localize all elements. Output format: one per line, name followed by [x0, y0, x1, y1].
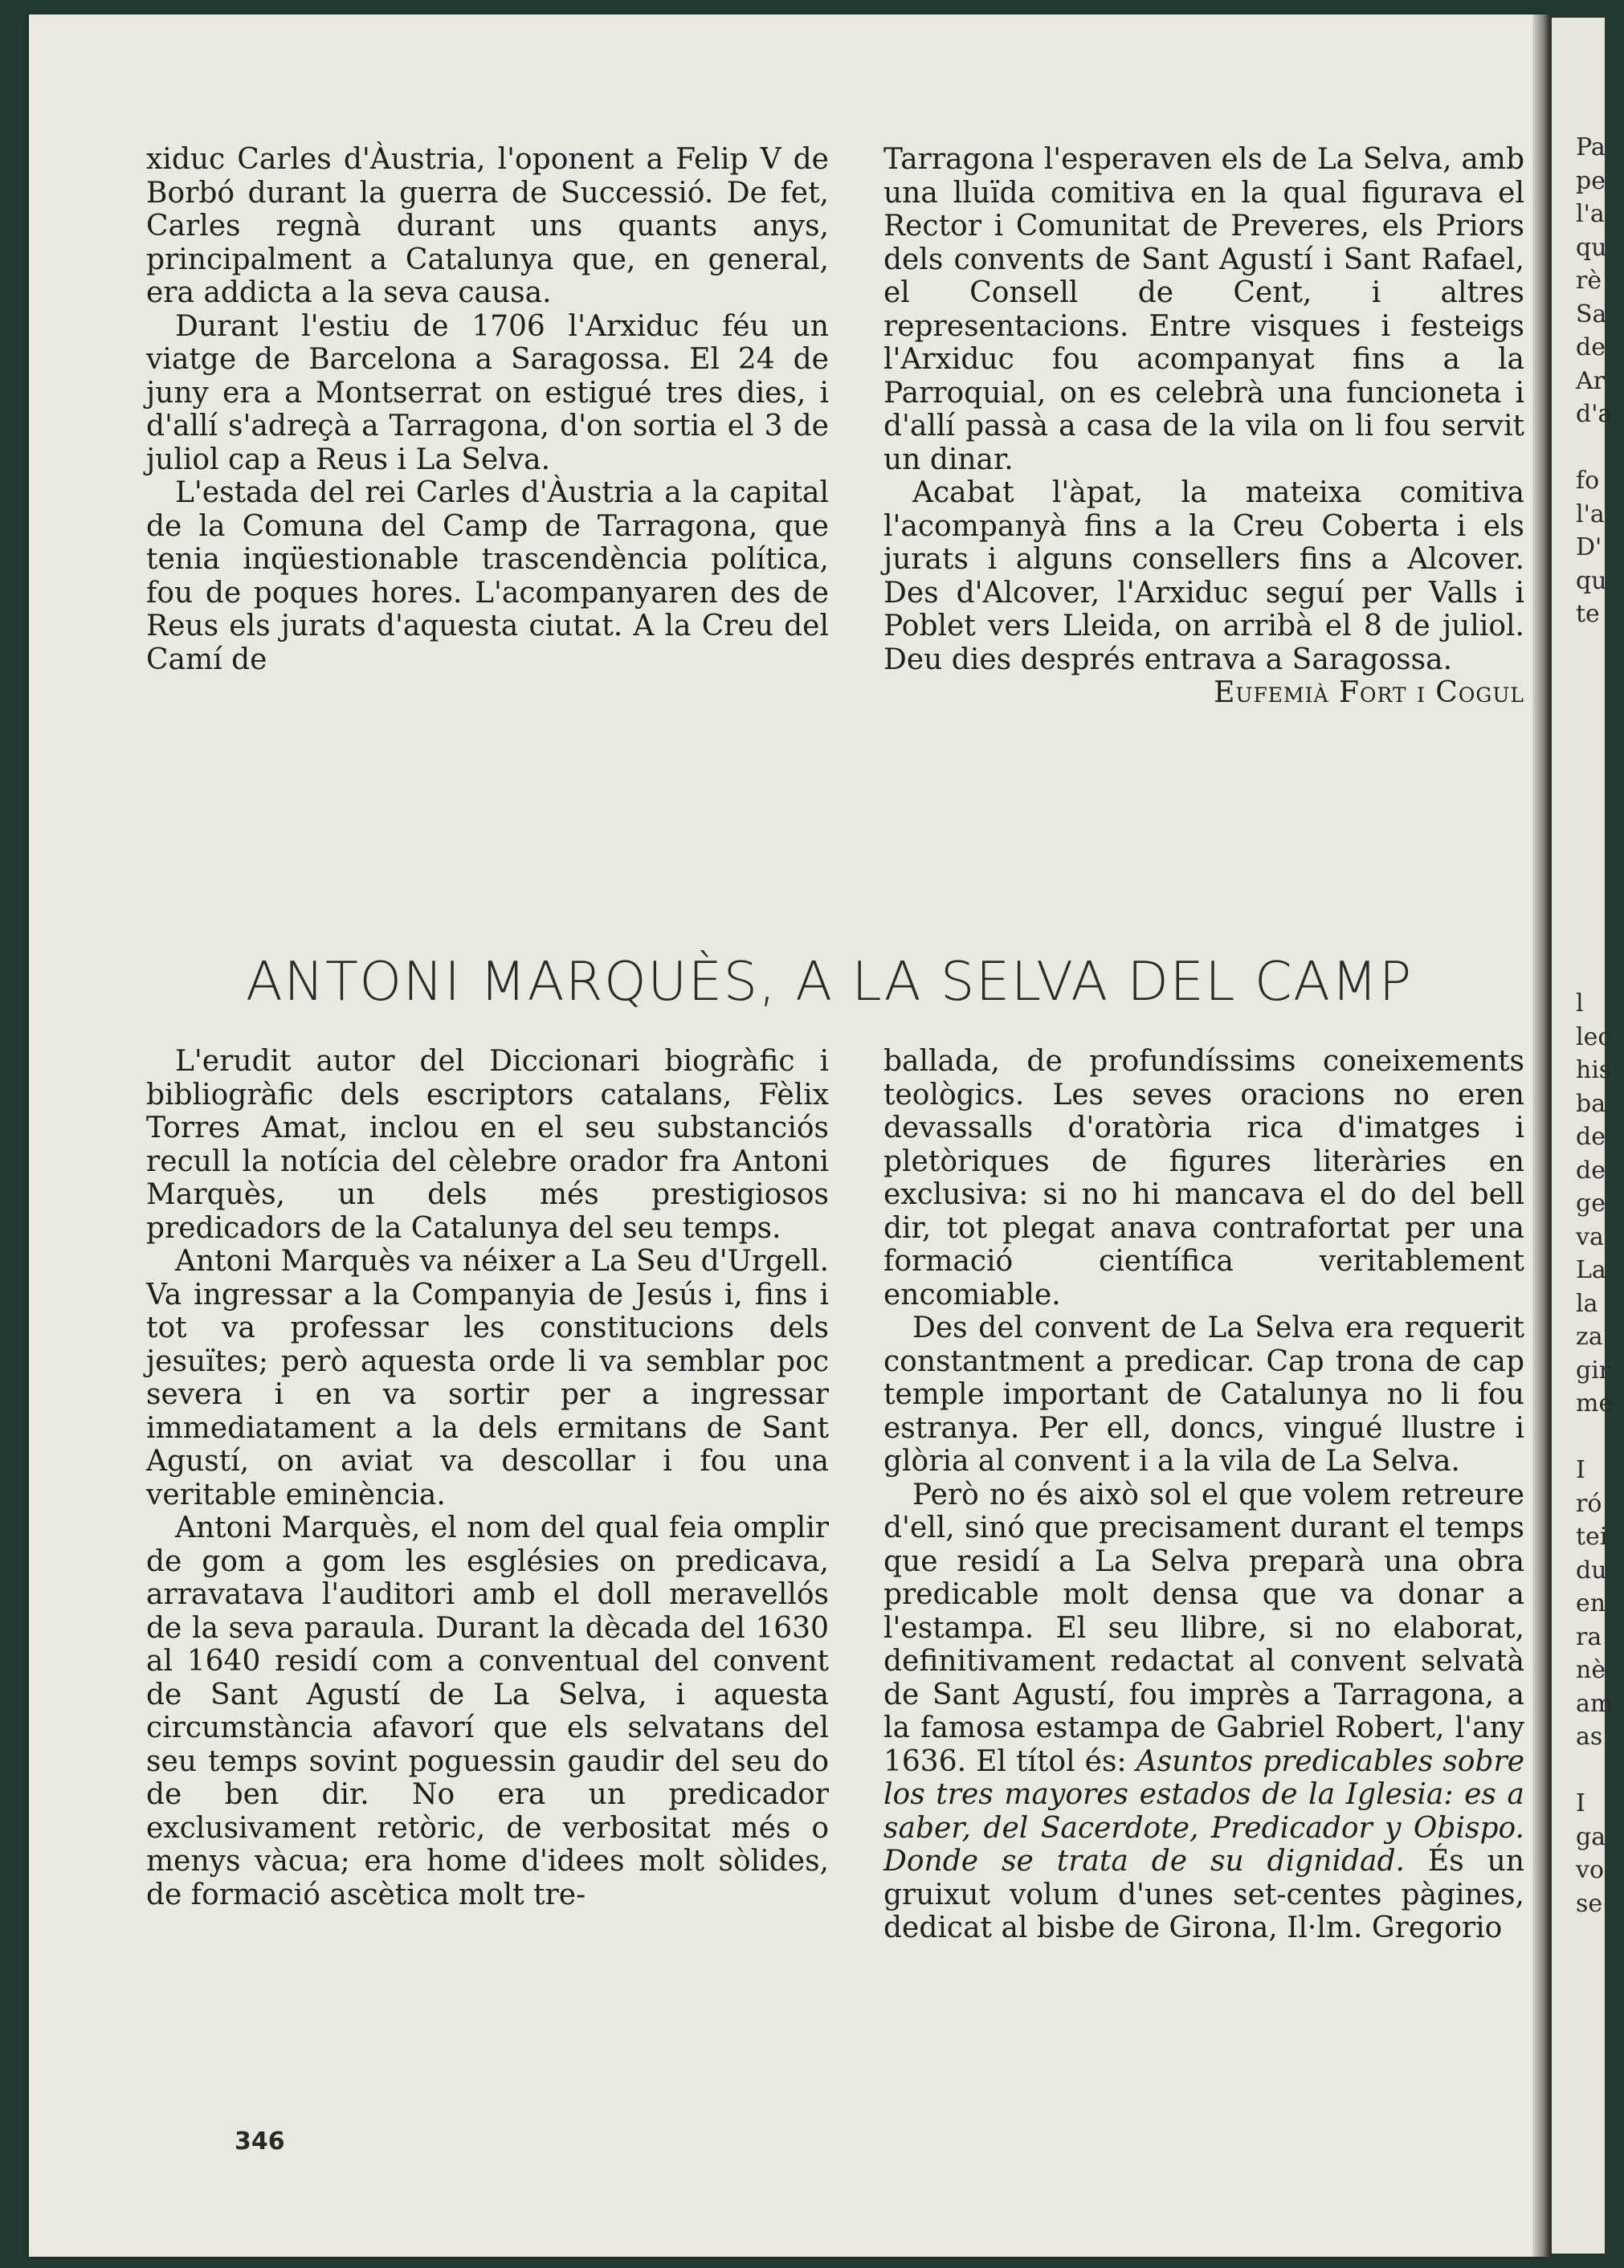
adjacent-page-fragment: du — [1576, 1556, 1607, 1585]
adjacent-page-fragment: ró — [1576, 1489, 1602, 1518]
adjacent-page-fragment: la — [1576, 1289, 1598, 1318]
bottom-left-column — [146, 1045, 829, 1911]
adjacent-page-fragment: Pa — [1576, 133, 1606, 161]
bottom-right-column — [883, 1045, 1524, 1945]
adjacent-page-fragment: gir — [1576, 1356, 1611, 1385]
adjacent-page-fragment: d'a — [1576, 400, 1613, 428]
adjacent-page-fragment: de — [1576, 1156, 1606, 1185]
adjacent-page-fragment: nè — [1576, 1656, 1606, 1684]
paragraph: Antoni Marquès va néixer a La Seu d'Urgell. Va ingressar a la Companyia de Jesús i, fins i tot va professar les constitucions dels jesuïtes; però aquesta orde li va semblar poc severa i en va sortir per a ingressar immediatament a la dels ermitans de Sant Agustí, on aviat va descollar i fou una veritable eminència. — [146, 1245, 829, 1511]
adjacent-page-fragment: Sa — [1576, 300, 1607, 328]
paragraph: Tarragona l'esperaven els de La Selva, amb una lluïda comitiva en la qual figurava el Rector i Comunitat de Preveres, els Priors dels convents de Sant Agustí i Sant Rafael, el Consell de Cent, i altres representacions. Entre visques i festeigs l'Arxiduc fou acompanyat fins a la Parroquial, on es celebrà una funcioneta i d'allí passà a casa de la vila on li fou servit un dinar. — [883, 143, 1524, 476]
adjacent-page-fragment: rè — [1576, 267, 1602, 295]
adjacent-page-fragment: lec — [1576, 1022, 1612, 1051]
paragraph: Des del convent de La Selva era requerit constantment a predicar. Cap trona de cap temple important de Catalunya no li fou estranya. Per ell, doncs, vingué llustre i glòria al convent i a la vila de La Selva. — [883, 1311, 1524, 1478]
paragraph: xiduc Carles d'Àustria, l'oponent a Felip V de Borbó durant la guerra de Successió. De fet, Carles regnà durant uns quants anys, principalment a Catalunya que, en general, era addicta a la seva causa. — [146, 143, 829, 309]
adjacent-page-fragment: tei — [1576, 1523, 1608, 1551]
paragraph-text: Però no és això sol el que volem retreure d'ell, sinó que precisament durant el temps que residí a La Selva preparà una obra predicable molt densa que va donar a l'estampa. El seu llibre, si no elaborat, definitivament redactat al convent selvatà de Sant Agustí, fou imprès a Tarragona, a la famosa estampa de Gabriel Robert, l'any 1636. El títol és: — [883, 1478, 1524, 1778]
adjacent-page-fragment: I — [1576, 1456, 1585, 1484]
adjacent-page-fragment: de — [1576, 1123, 1606, 1151]
adjacent-page-fragment: fo — [1576, 467, 1600, 495]
adjacent-page-fragment: as — [1576, 1723, 1603, 1751]
adjacent-page-fragment: va — [1576, 1222, 1604, 1251]
adjacent-page-fragment: ba — [1576, 1089, 1606, 1118]
adjacent-page-fragment: qu — [1576, 566, 1607, 595]
adjacent-page-fragment: I — [1576, 1789, 1585, 1817]
adjacent-page-fragment: en — [1576, 1589, 1606, 1617]
adjacent-page-fragment: am — [1576, 1689, 1614, 1718]
article-title: ANTONI MARQUÈS, A LA SELVA DEL CAMP — [246, 950, 1413, 1013]
adjacent-page-fragment: de — [1576, 333, 1606, 361]
paragraph: Antoni Marquès, el nom del qual feia omplir de gom a gom les esglésies on predicava, arravatava l'auditori amb el doll meravellós de la seva paraula. Durant la dècada del 1630 al 1640 residí com a conventual del convent de Sant Agustí de La Selva, i aquesta circumstància afavorí que els selvatans del seu temps sovint poguessin gaudir del seu do de ben dir. No era un predicador exclusivament retòric, de verbositat més o menys vàcua; era home d'idees molt sòlides, de formació ascètica molt tre- — [146, 1511, 829, 1911]
paragraph: L'erudit autor del Diccionari biogràfic i bibliogràfic dels escriptors catalans, Fèlix Torres Amat, inclou en el seu substanciós recull la notícia del cèlebre orador fra Antoni Marquès, un dels més prestigiosos predicadors de la Catalunya del seu temps. — [146, 1045, 829, 1245]
adjacent-page-fragment: D' — [1576, 533, 1602, 561]
adjacent-page-fragment: ga — [1576, 1822, 1606, 1851]
adjacent-page-fragment: l — [1576, 989, 1584, 1018]
page-number: 346 — [235, 2127, 285, 2156]
adjacent-page-fragment: pe — [1576, 166, 1606, 195]
top-left-column — [146, 143, 829, 676]
adjacent-page-fragment: za — [1576, 1323, 1603, 1351]
book-gutter — [1532, 14, 1550, 2257]
adjacent-page-fragment: La — [1576, 1256, 1606, 1284]
adjacent-page-fragment: l'a — [1576, 200, 1605, 228]
paragraph-text: És un gruixut volum d'unes set-centes pàgines, dedicat al bisbe de Girona, Il·lm. Gregorio — [883, 1845, 1524, 1944]
adjacent-page-edge — [1552, 18, 1614, 2254]
paragraph — [883, 1479, 1524, 1945]
adjacent-page-fragment: l'a — [1576, 500, 1605, 528]
adjacent-page-fragment: te — [1576, 600, 1600, 628]
adjacent-page-fragment: Ar — [1576, 366, 1606, 395]
paragraph: Acabat l'àpat, la mateixa comitiva l'acompanyà fins a la Creu Coberta i els jurats i alguns consellers fins a Alcover. Des d'Alcover, l'Arxiduc seguí per Valls i Poblet vers Lleida, on arribà el 8 de juliol. Deu dies després entrava a Saragossa. — [883, 476, 1524, 676]
paragraph: ballada, de profundíssims coneixements teològics. Les seves oracions no eren devassalls d'oratòria rica d'imatges i pletòriques de figures literàries en exclusiva: si no hi mancava el do del bell dir, tot plegat anava contrafortat per una formació científica veritablement encomiable. — [883, 1045, 1524, 1311]
author-signature: Eufemià Fort i Cogul — [1214, 676, 1524, 709]
adjacent-page-fragment: his — [1576, 1056, 1612, 1084]
book-title: Asuntos predicables sobre los tres mayores estados de la Iglesia: es a saber, del Sacerdote, Predicador y Obispo. Donde se trata de su dignidad. — [883, 1744, 1525, 1878]
top-right-column — [883, 143, 1524, 710]
paragraph: Durant l'estiu de 1706 l'Arxiduc féu un viatge de Barcelona a Saragossa. El 24 de juny era a Montserrat on estigué tres dies, i d'allí s'adreçà a Tarragona, d'on sortia el 3 de juliol cap a Reus i La Selva. — [146, 309, 829, 476]
book-page — [29, 14, 1547, 2257]
adjacent-page-fragment: ge — [1576, 1189, 1606, 1218]
adjacent-page-fragment: qu — [1576, 233, 1607, 262]
adjacent-page-fragment: vo — [1576, 1856, 1605, 1884]
adjacent-page-fragment: se — [1576, 1889, 1603, 1918]
paragraph: L'estada del rei Carles d'Àustria a la capital de la Comuna del Camp de Tarragona, que tenia inqüestionable trascendència política, fou de poques hores. L'acompanyaren des de Reus els jurats d'aquesta ciutat. A la Creu del Camí de — [146, 476, 829, 676]
adjacent-page-fragment: ra — [1576, 1622, 1602, 1651]
adjacent-page-fragment: me — [1576, 1389, 1614, 1418]
